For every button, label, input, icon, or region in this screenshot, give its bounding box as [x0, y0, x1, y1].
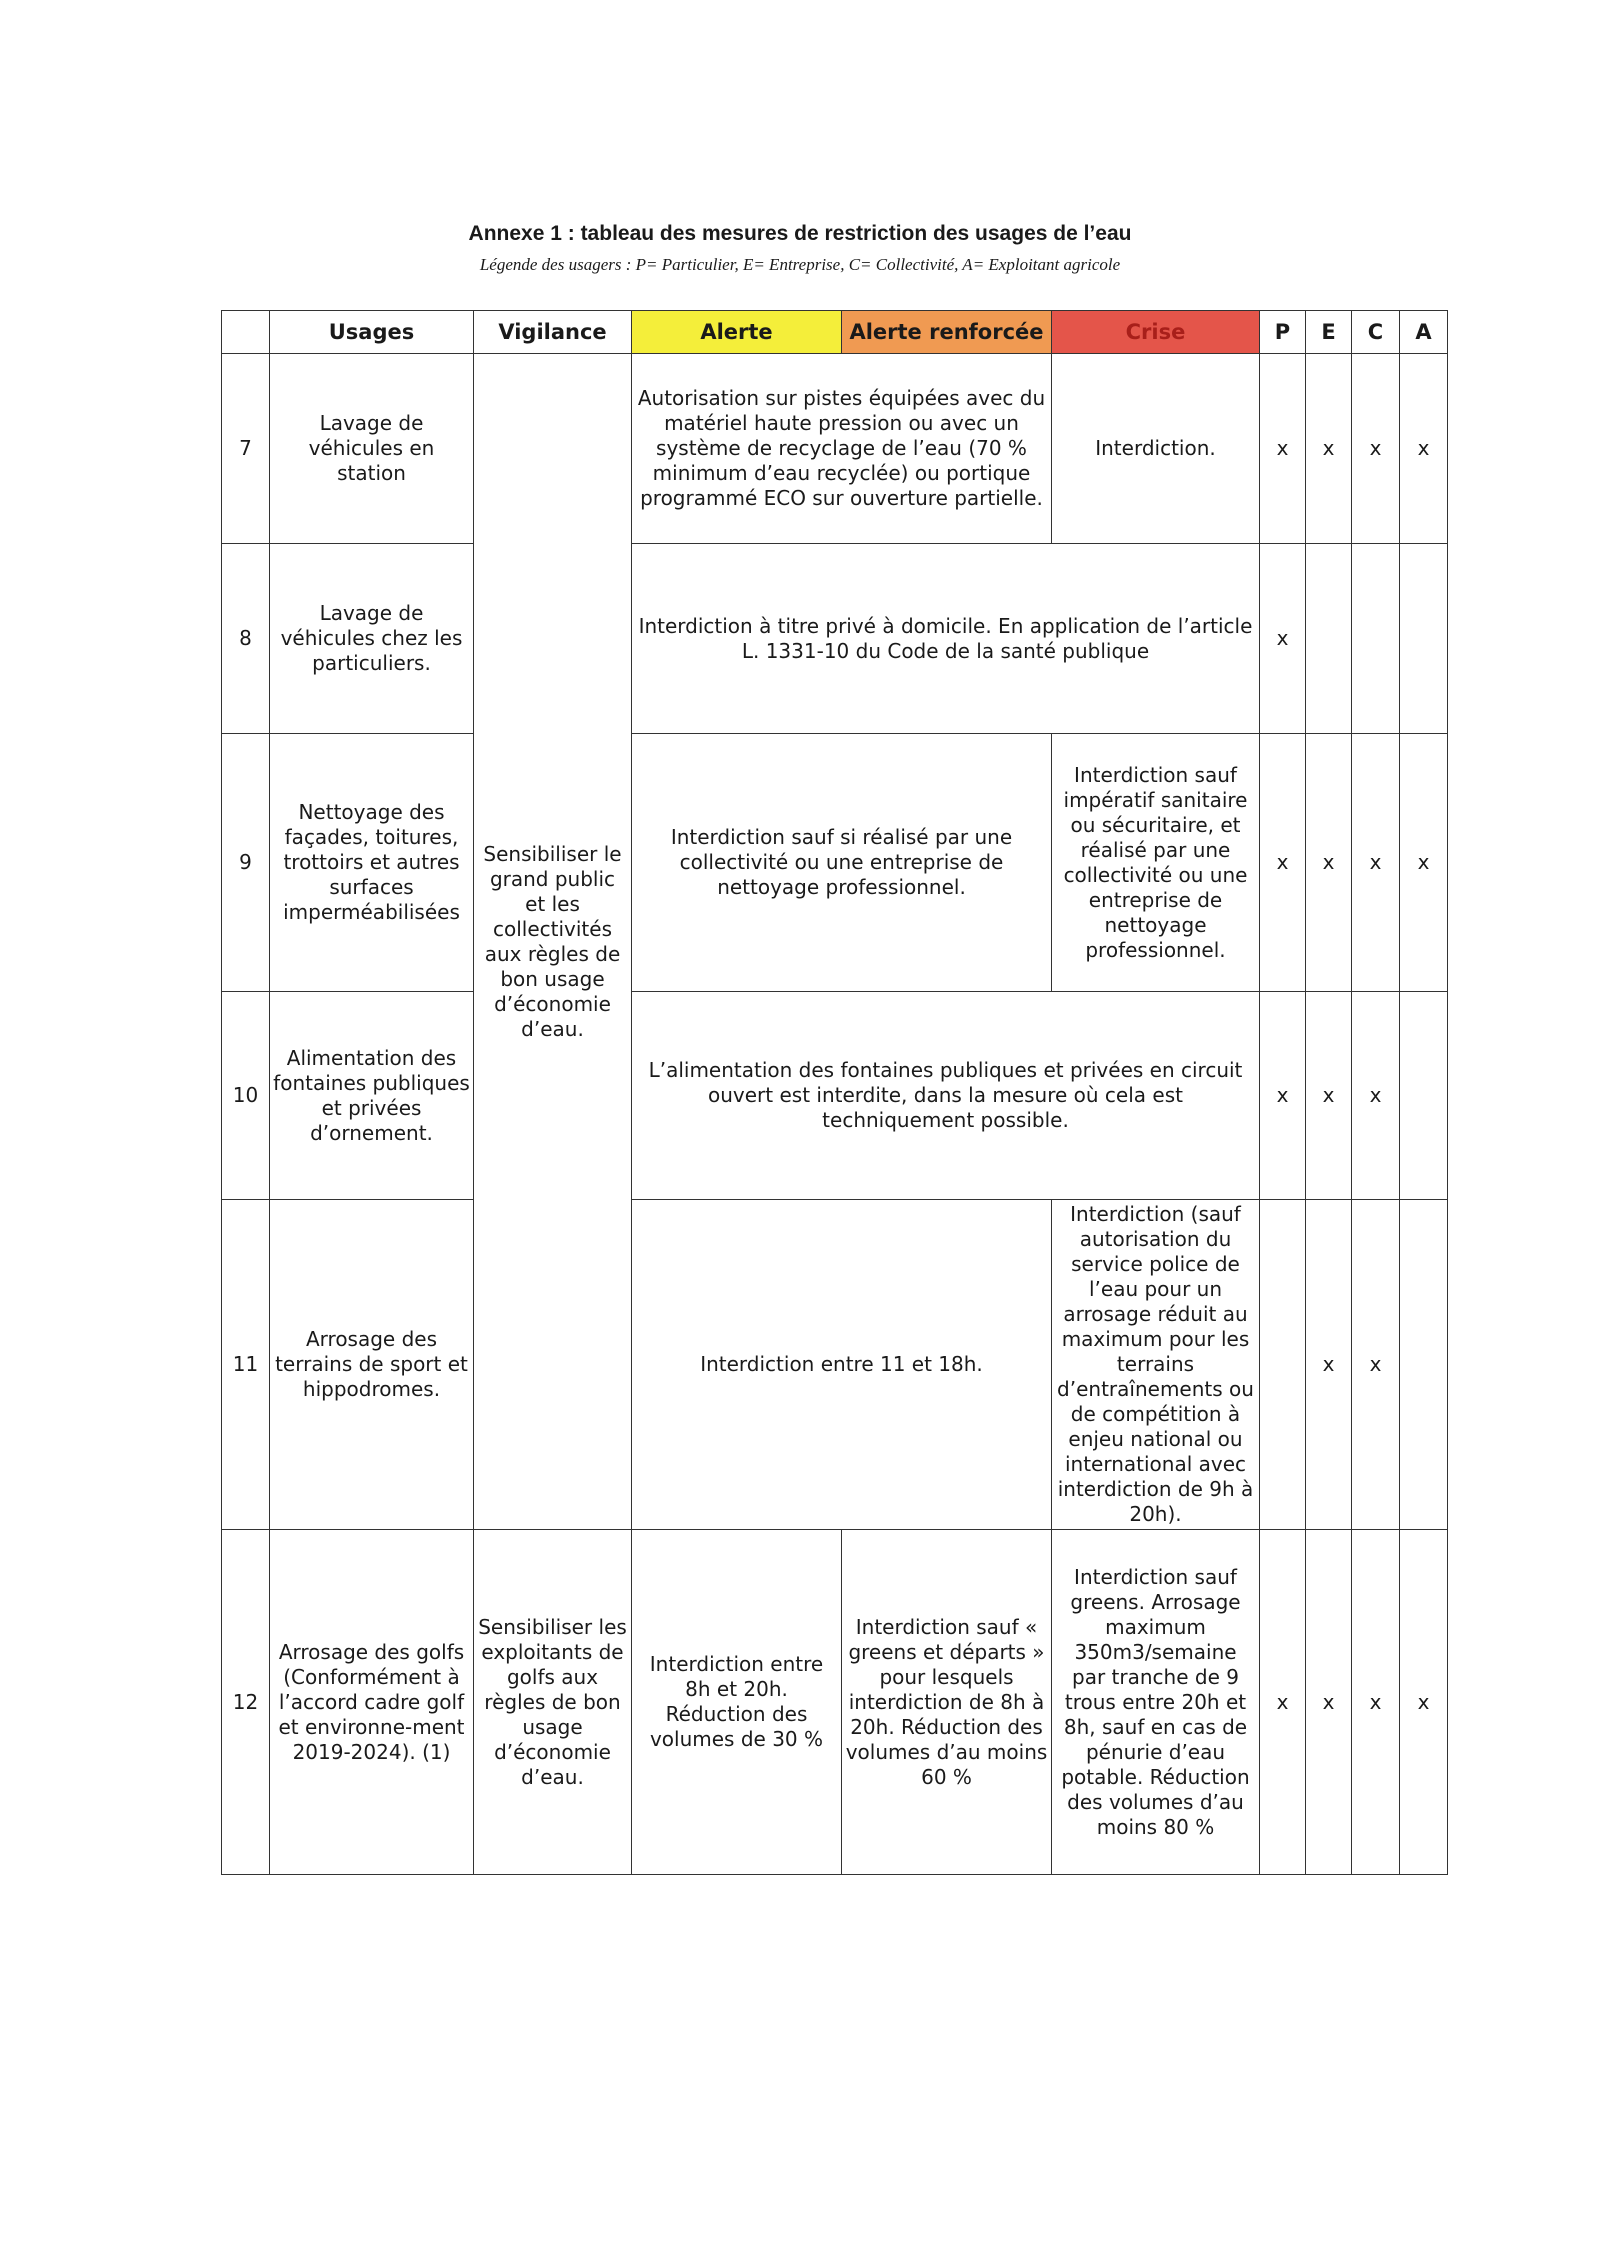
alerte-renforcee-cell: Interdiction sauf « greens et départs » pour lesquels interdiction de 8h à 20h. Réduction des volumes d’au moins 60 % [842, 1530, 1052, 1875]
usage-cell: Arrosage des golfs (Conformément à l’accord cadre golf et environne-ment 2019-2024). (1) [270, 1530, 474, 1875]
header-number [222, 311, 270, 354]
header-p: P [1260, 311, 1306, 354]
header-alerte-renforcee: Alerte renforcée [842, 311, 1052, 354]
a-mark [1400, 1200, 1448, 1530]
p-mark: x [1260, 1530, 1306, 1875]
c-mark [1352, 544, 1400, 734]
header-a: A [1400, 311, 1448, 354]
a-mark [1400, 544, 1448, 734]
header-usages: Usages [270, 311, 474, 354]
crise-cell: Interdiction (sauf autorisation du service police de l’eau pour un arrosage réduit au maximum pour les terrains d’entraînements ou de compétition à enjeu national ou international avec interdiction de 9h à 20h). [1052, 1200, 1260, 1530]
row-number: 7 [222, 354, 270, 544]
row-number: 12 [222, 1530, 270, 1875]
document-title: Annexe 1 : tableau des mesures de restriction des usages de l’eau [468, 222, 1132, 245]
usage-cell: Alimentation des fontaines publiques et privées d’ornement. [270, 992, 474, 1200]
row-number: 10 [222, 992, 270, 1200]
usage-cell: Lavage de véhicules en station [270, 354, 474, 544]
a-mark: x [1400, 1530, 1448, 1875]
c-mark: x [1352, 1530, 1400, 1875]
crise-cell: Interdiction. [1052, 354, 1260, 544]
c-mark: x [1352, 992, 1400, 1200]
header-e: E [1306, 311, 1352, 354]
usage-cell: Lavage de véhicules chez les particuliers. [270, 544, 474, 734]
restriction-table [221, 310, 1448, 1875]
users-legend: Légende des usagers : P= Particulier, E= Entreprise, C= Collectivité, A= Exploitant agricole [479, 255, 1121, 274]
c-mark: x [1352, 354, 1400, 544]
row-number: 11 [222, 1200, 270, 1530]
crise-cell: Interdiction sauf impératif sanitaire ou sécuritaire, et réalisé par une collectivité ou une entreprise de nettoyage professionnel. [1052, 734, 1260, 992]
row-number: 8 [222, 544, 270, 734]
header-row [222, 311, 1448, 354]
a-mark: x [1400, 734, 1448, 992]
p-mark: x [1260, 544, 1306, 734]
alerte-renforcee-cell: Autorisation sur pistes équipées avec du matériel haute pression ou avec un système de recyclage de l’eau (70 % minimum d’eau recyclée) ou portique programmé ECO sur ouverture partielle. [632, 354, 1052, 544]
alerte-cell: Interdiction entre 8h et 20h. Réduction des volumes de 30 % [632, 1530, 842, 1875]
header-alerte: Alerte [632, 311, 842, 354]
vigilance-shared-cell: Sensibiliser le grand public et les collectivités aux règles de bon usage d’économie d’eau. [474, 354, 632, 1530]
row-number: 9 [222, 734, 270, 992]
alerte-renforcee-cell: Interdiction entre 11 et 18h. [632, 1200, 1052, 1530]
usage-cell: Nettoyage des façades, toitures, trottoirs et autres surfaces imperméabilisées [270, 734, 474, 992]
crise-cell: Interdiction sauf greens. Arrosage maximum 350m3/semaine par tranche de 9 trous entre 20h et 8h, sauf en cas de pénurie d’eau potable. Réduction des volumes d’au moins 80 % [1052, 1530, 1260, 1875]
p-mark: x [1260, 992, 1306, 1200]
p-mark [1260, 1200, 1306, 1530]
c-mark: x [1352, 734, 1400, 992]
e-mark [1306, 544, 1352, 734]
header-crise: Crise [1052, 311, 1260, 354]
table-row [222, 1530, 1448, 1875]
a-mark: x [1400, 354, 1448, 544]
a-mark [1400, 992, 1448, 1200]
header-vigilance: Vigilance [474, 311, 632, 354]
table-row [222, 544, 1448, 734]
vigilance-cell: Sensibiliser les exploitants de golfs aux règles de bon usage d’économie d’eau. [474, 1530, 632, 1875]
table-row [222, 354, 1448, 544]
e-mark: x [1306, 354, 1352, 544]
alerte-renforcee-cell: Interdiction sauf si réalisé par une collectivité ou une entreprise de nettoyage professionnel. [632, 734, 1052, 992]
measure-cell: Interdiction à titre privé à domicile. En application de l’article L. 1331-10 du Code de la santé publique [632, 544, 1260, 734]
p-mark: x [1260, 354, 1306, 544]
usage-cell: Arrosage des terrains de sport et hippodromes. [270, 1200, 474, 1530]
e-mark: x [1306, 992, 1352, 1200]
c-mark: x [1352, 1200, 1400, 1530]
table-row [222, 1200, 1448, 1530]
e-mark: x [1306, 1200, 1352, 1530]
table-row [222, 734, 1448, 992]
table-row [222, 992, 1448, 1200]
p-mark: x [1260, 734, 1306, 992]
measure-cell: L’alimentation des fontaines publiques et privées en circuit ouvert est interdite, dans la mesure où cela est techniquement possible. [632, 992, 1260, 1200]
e-mark: x [1306, 734, 1352, 992]
header-c: C [1352, 311, 1400, 354]
e-mark: x [1306, 1530, 1352, 1875]
